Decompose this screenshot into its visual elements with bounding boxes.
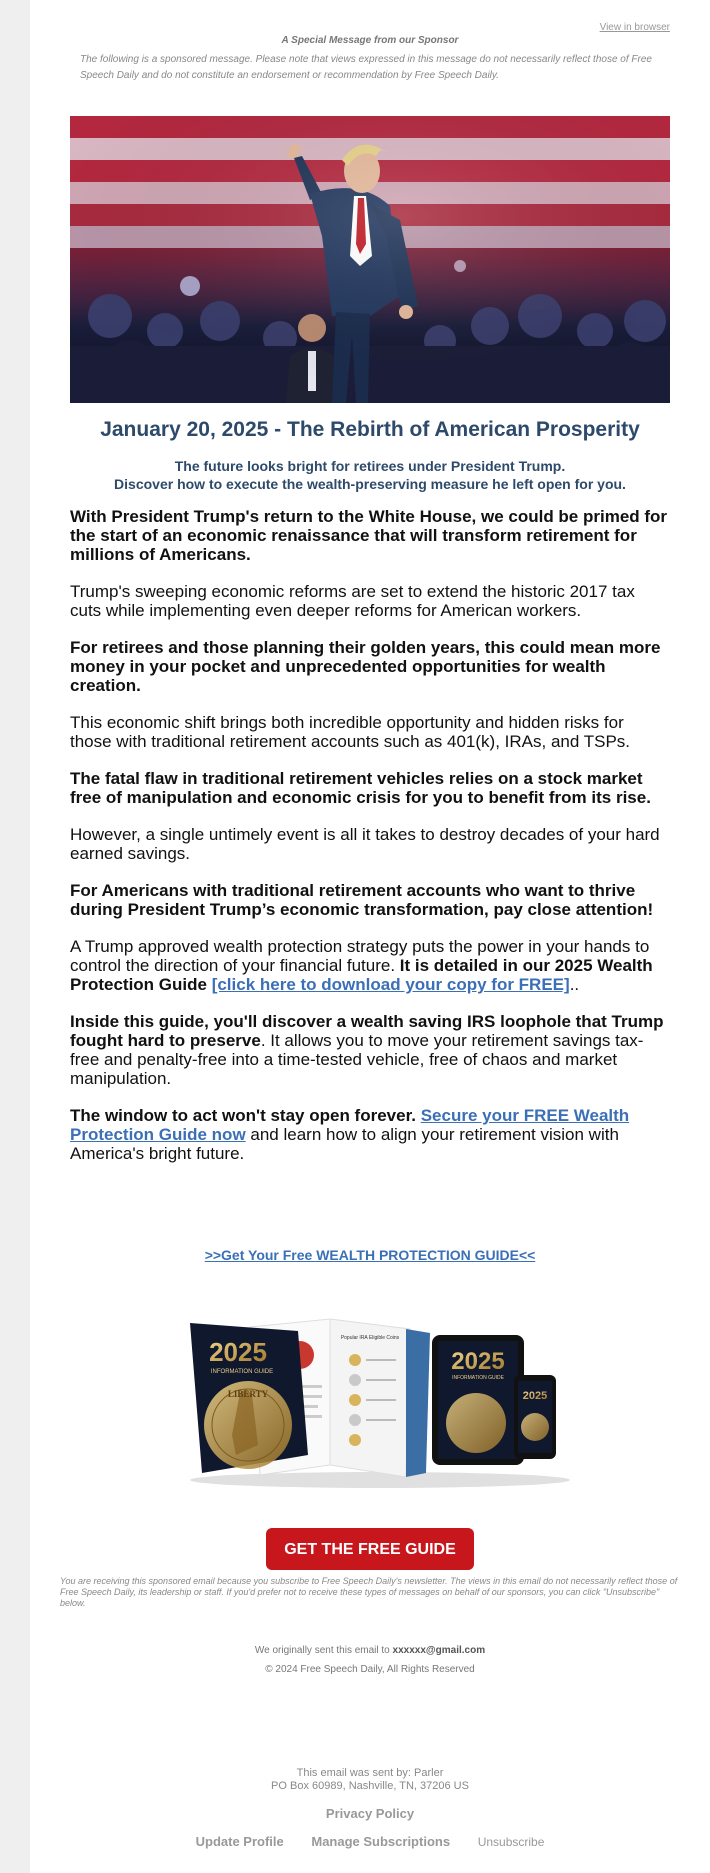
product-mockup[interactable] xyxy=(180,1315,580,1490)
download-guide-link[interactable]: [click here to download your copy for FREE] xyxy=(211,975,570,994)
sponsor-note: The following is a sponsored message. Please note that views expressed in this message do not necessarily reflect those of Free Speech Daily and do not constitute an endorsement or recommendation by Free Speech Daily. xyxy=(80,54,652,81)
paragraph-7 xyxy=(70,881,670,919)
get-free-guide-text-link[interactable]: >>Get Your Free WEALTH PROTECTION GUIDE<< xyxy=(204,1247,536,1263)
paragraph-8-end: .. xyxy=(569,975,580,994)
paragraph-9-text: . It allows you to move your retirement savings tax-free and penalty-free into a time-tested vehicle, free of chaos and market manipulation. xyxy=(70,1031,644,1088)
sent-prefix: We originally sent this email to xyxy=(254,1645,393,1656)
hero-image xyxy=(70,116,670,403)
paragraph-8-text: A Trump approved wealth protection strategy puts the power in your hands to control the direction of your financial future. xyxy=(70,937,650,975)
tablet xyxy=(432,1335,524,1465)
subhead xyxy=(70,457,670,493)
paragraph-1 xyxy=(70,507,670,564)
phone xyxy=(514,1375,556,1459)
sent-email: xxxxxx@gmail.com xyxy=(392,1645,486,1656)
phone-year: 2025 xyxy=(522,1390,548,1402)
paragraph-2: Trump's sweeping economic reforms are set to extend the historic 2017 tax cuts while implementing even deeper reforms for American workers. xyxy=(70,582,635,620)
book-year: 2025 xyxy=(209,1337,267,1367)
secure-guide-link[interactable]: Secure your FREE Wealth Protection Guide now xyxy=(70,1106,630,1144)
sender-line-1: This email was sent by: Parler xyxy=(296,1767,444,1779)
paragraph-5 xyxy=(70,769,670,807)
footer-links xyxy=(30,1834,710,1849)
paragraph-1-text: With President Trump's return to the White House, we could be primed for the start of an economic renaissance that will transform retirement for millions of Americans. xyxy=(70,507,668,564)
page-heading: Popular IRA Eligible Coins xyxy=(340,1335,400,1341)
headline: January 20, 2025 - The Rebirth of American Prosperity xyxy=(100,418,640,441)
paragraph-10 xyxy=(70,1106,670,1163)
subhead-line-2: Discover how to execute the wealth-preserving measure he left open for you. xyxy=(114,476,626,492)
sender-info xyxy=(30,1767,710,1793)
manage-subscriptions-link[interactable]: Manage Subscriptions xyxy=(311,1834,451,1849)
paragraph-6: However, a single untimely event is all it takes to destroy decades of your hard earned savings. xyxy=(70,825,660,863)
paragraph-7-text: For Americans with traditional retirement accounts who want to thrive during President Trump’s economic transformation, pay close attention! xyxy=(70,881,654,919)
disclaimer: You are receiving this sponsored email because you subscribe to Free Speech Daily's newsletter. The views in this email do not necessarily reflect those of Free Speech Daily, its leadership or staff. If you'd prefer not to receive these types of messages on behalf of our sponsors, you can click "Unsubscribe" below. xyxy=(60,1576,678,1608)
cta-text-link-wrap xyxy=(30,1247,710,1263)
unsubscribe-link[interactable]: Unsubscribe xyxy=(477,1835,545,1849)
hero-photo-icon xyxy=(70,116,670,403)
view-in-browser-link[interactable]: View in browser xyxy=(599,22,670,33)
update-profile-link[interactable]: Update Profile xyxy=(195,1834,284,1849)
privacy-policy-link[interactable]: Privacy Policy xyxy=(325,1806,415,1821)
copyright: © 2024 Free Speech Daily, All Rights Reserved xyxy=(265,1664,475,1675)
paragraph-4: This economic shift brings both incredible opportunity and hidden risks for those with traditional retirement accounts such as 401(k), IRAs, and TSPs. xyxy=(70,713,631,751)
book-cover xyxy=(190,1323,308,1473)
body-copy xyxy=(70,507,670,1181)
paragraph-9 xyxy=(70,1012,670,1088)
book-word: LIBERTY xyxy=(227,1389,269,1399)
paragraph-5-text: The fatal flaw in traditional retirement vehicles relies on a stock market free of manipulation and economic crisis for you to benefit from its rise. xyxy=(70,769,651,807)
get-free-guide-button[interactable]: GET THE FREE GUIDE xyxy=(266,1528,474,1570)
paragraph-8 xyxy=(70,937,670,994)
guide-mockup-icon xyxy=(180,1315,580,1490)
tablet-year: 2025 xyxy=(451,1348,505,1375)
subhead-line-1: The future looks bright for retirees under President Trump. xyxy=(174,458,566,474)
book-subtitle: INFORMATION GUIDE xyxy=(210,1369,274,1375)
paragraph-3 xyxy=(70,638,670,695)
paragraph-8-bold: It is detailed in our 2025 Wealth Protection Guide xyxy=(70,956,653,994)
sent-to xyxy=(30,1645,710,1656)
paragraph-9-bold: Inside this guide, you'll discover a wealth saving IRS loophole that Trump fought hard to preserve xyxy=(70,1012,664,1050)
tablet-subtitle: INFORMATION GUIDE xyxy=(452,1375,504,1381)
sponsor-title: A Special Message from our Sponsor xyxy=(281,35,459,46)
paragraph-3-text: For retirees and those planning their golden years, this could mean more money in your pocket and unprecedented opportunities for wealth creation. xyxy=(70,638,661,695)
sender-line-2: PO Box 60989, Nashville, TN, 37206 US xyxy=(271,1780,469,1792)
paragraph-10-bold: The window to act won't stay open forever. xyxy=(70,1106,421,1125)
paragraph-10-text: and learn how to align your retirement vision with America's bright future. xyxy=(70,1125,619,1163)
email-sheet xyxy=(30,0,710,1873)
